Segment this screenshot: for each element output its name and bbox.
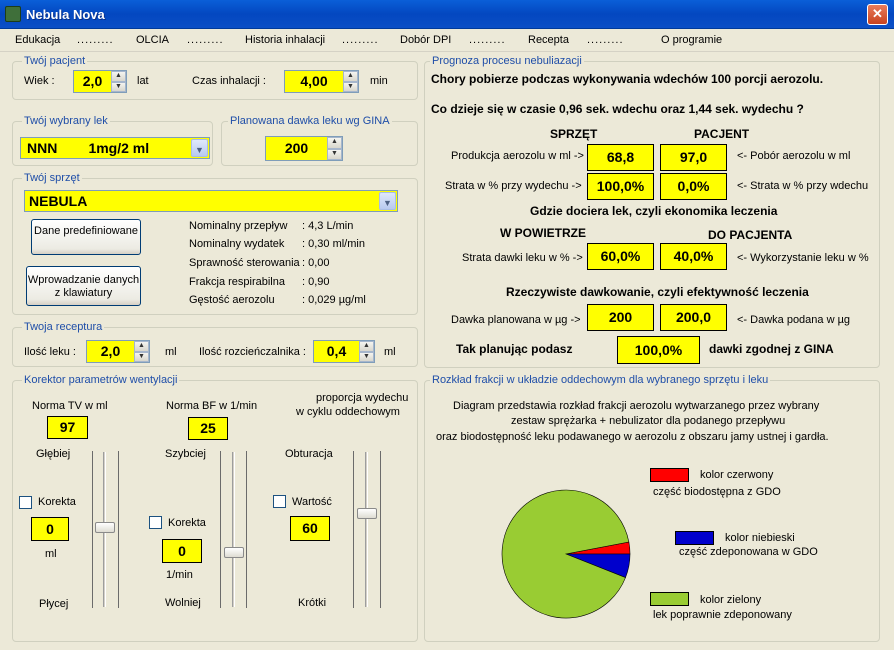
dose-loss-value: 60,0% [587,243,654,270]
tv-value: 97 [47,416,88,439]
distribution-pie-chart [496,476,636,636]
col-air-header: W POWIETRZE [500,226,586,240]
exp-value: 60 [290,516,330,541]
economics-title: Gdzie dociera lek, czyli ekonomika leczenia [530,204,778,218]
legend-blue-name: kolor niebieski [725,532,795,544]
col-to-patient-header: DO PACJENTA [708,228,793,242]
efficacy-title: Rzeczywiste dawkowanie, czyli efektywność leczenia [506,285,809,299]
summary-left-label: Tak planując podasz [456,342,573,356]
col-device-header: SPRZĘT [550,127,598,141]
window-title: Nebula Nova [26,7,105,22]
age-spinner[interactable] [73,70,127,93]
diluent-label: Ilość rozcieńczalnika : [199,346,306,358]
aerosol-intake-value: 97,0 [660,144,727,171]
menu-separator: ......... [342,34,379,46]
row4-left-label: Dawka planowana w µg -> [451,314,581,326]
diluent-spinner[interactable] [313,340,375,363]
tv-correction-label: Korekta [38,496,76,508]
tv-correction-value: 0 [31,517,69,541]
device-selected-value: NEBULA [29,193,88,209]
bf-tick-line [246,451,247,608]
col-patient-header: PACJENT [694,127,750,141]
drug-amount-unit: ml [165,346,177,358]
menu-item-o-programie[interactable]: O programie [661,34,723,46]
drug-selected-value: NNN 1mg/2 ml [27,140,150,156]
recipe-group-title: Twoja receptura [24,321,103,333]
menu-separator: ......... [587,34,624,46]
tv-correction-checkbox[interactable] [19,496,32,509]
forecast-headline: Chory pobierze podczas wykonywania wdechów 100 porcji aerozolu. [431,72,824,86]
legend-red-name: kolor czerwony [700,469,774,481]
spin-up-icon[interactable]: ▲ [111,71,126,82]
bf-top-label: Szybciej [165,448,206,460]
legend-swatch-blue [675,531,714,545]
time-unit: min [370,75,388,87]
bf-correction-label: Korekta [168,517,206,529]
title-bar [0,0,894,29]
legend-swatch-green [650,592,689,606]
tv-slider-thumb[interactable] [95,522,115,533]
ventilation-group-title: Korektor parametrów wentylacji [24,374,178,386]
patient-group-title: Twój pacjent [24,55,86,67]
tv-tick-line [118,451,119,608]
legend-red-desc: część biodostępna z GDO [653,486,781,498]
exp-tick-line [353,451,354,608]
exp-value-label: Wartość [292,496,332,508]
spin-down-icon[interactable]: ▼ [111,82,126,93]
param-label: Gęstość aerozolu [189,294,275,306]
menu-item-edukacja[interactable]: Edukacja [15,34,61,46]
menu-item-olcia[interactable]: OLCIA [136,34,170,46]
menu-item-dobor-dpi[interactable]: Dobór DPI [400,34,452,46]
drug-usage-value: 40,0% [660,243,727,270]
param-value: : 0,30 ml/min [302,238,365,250]
param-label: Nominalny wydatek [189,238,285,250]
bf-tick-line [220,451,221,608]
distribution-group-title: Rozkład frakcji w układzie oddechowym dla wybranego sprzętu i leku [432,374,769,386]
row2-left-label: Strata w % przy wydechu -> [445,180,582,192]
menu-item-historia[interactable]: Historia inhalacji [245,34,326,46]
exhale-loss-value: 100,0% [587,173,654,200]
spin-up-icon[interactable]: ▲ [343,71,358,82]
row1-left-label: Produkcja aerozolu w ml -> [451,150,584,162]
chevron-down-icon[interactable]: ▼ [191,139,208,157]
param-value: : 0,90 [302,276,330,288]
gina-dose-value[interactable]: 200 [284,140,309,156]
gina-group-title: Planowana dawka leku wg GINA [230,115,390,127]
row3-left-label: Strata dawki leku w % -> [462,252,583,264]
time-spinner[interactable] [284,70,359,93]
row3-right-label: <- Wykorzystanie leku w % [737,252,869,264]
tv-bottom-label: Płycej [39,598,69,610]
exp-value-checkbox[interactable] [273,495,286,508]
planned-dose-value: 200 [587,304,654,331]
tv-unit: ml [45,548,57,560]
keyboard-entry-button[interactable]: Wprowadzanie danych z klawiatury [26,266,141,306]
delivered-dose-value: 200,0 [660,304,727,331]
spin-up-icon[interactable]: ▲ [134,341,149,352]
diluent-value[interactable]: 0,4 [326,343,347,359]
row1-right-label: <- Pobór aerozolu w ml [737,150,851,162]
bf-bottom-label: Wolniej [165,597,201,609]
spin-down-icon[interactable]: ▼ [343,82,358,93]
tv-title: Norma TV w ml [32,400,108,412]
forecast-group-title: Prognoza procesu nebuliazacji [432,55,582,67]
exp-title-line1: proporcja wydechu [316,392,409,404]
param-value: : 4,3 L/min [302,220,354,232]
bf-slider-track[interactable] [232,452,235,607]
exp-bottom-label: Krótki [298,597,327,609]
menu-separator: ......... [469,34,506,46]
tv-top-label: Głębiej [36,448,71,460]
gina-dose-spinner[interactable] [265,136,343,161]
exp-slider-track[interactable] [365,452,368,607]
device-select[interactable] [24,190,398,212]
bf-correction-value: 0 [162,539,202,563]
row2-right-label: <- Strata w % przy wdechu [737,180,869,192]
aerosol-production-value: 68,8 [587,144,654,171]
legend-green-name: kolor zielony [700,594,762,606]
drug-group-title: Twój wybrany lek [24,115,108,127]
drug-amount-label: Ilość leku : [24,346,76,358]
time-value[interactable]: 4,00 [300,73,328,89]
close-button[interactable]: ✕ [867,4,888,25]
spin-up-icon[interactable]: ▲ [327,137,342,149]
legend-swatch-red [650,468,689,482]
param-label: Frakcja respirabilna [189,276,285,288]
age-unit: lat [137,75,149,87]
summary-value: 100,0% [617,336,700,364]
tv-tick-line [92,451,93,608]
menu-separator: ......... [187,34,224,46]
device-group-title: Twój sprzęt [24,172,80,184]
menu-item-recepta[interactable]: Recepta [528,34,569,46]
chevron-down-icon[interactable]: ▼ [379,192,396,210]
spin-down-icon[interactable]: ▼ [134,352,149,363]
exp-top-label: Obturacja [285,448,333,460]
forecast-question: Co dzieje się w czasie 0,96 sek. wdechu oraz 1,44 sek. wydechu ? [431,102,804,116]
drug-amount-spinner[interactable] [86,340,150,363]
app-icon [5,6,21,22]
drug-amount-value[interactable]: 2,0 [100,343,121,359]
diluent-unit: ml [384,346,396,358]
time-label: Czas inhalacji : [192,75,266,87]
exp-title-line2: w cyklu oddechowym [296,406,400,418]
legend-green-desc: lek poprawnie zdeponowany [653,609,792,621]
spin-down-icon[interactable]: ▼ [327,149,342,161]
bf-title: Norma BF w 1/min [166,400,258,412]
spin-up-icon[interactable]: ▲ [359,341,374,352]
row4-right-label: <- Dawka podana w µg [737,314,851,326]
distribution-desc-line2: zestaw sprężarka + nebulizator dla podanego przepływu [511,415,786,427]
exp-tick-line [380,451,381,608]
spin-down-icon[interactable]: ▼ [359,352,374,363]
distribution-desc-line1: Diagram przedstawia rozkład frakcji aerozolu wytwarzanego przez wybrany [453,400,820,412]
bf-unit: 1/min [166,569,193,581]
bf-slider-thumb[interactable] [224,547,244,558]
age-label: Wiek : [24,75,55,87]
legend-blue-desc: część zdeponowana w GDO [679,546,818,558]
summary-right-label: dawki zgodnej z GINA [709,342,834,356]
param-label: Sprawność sterowania [189,257,300,269]
drug-select[interactable] [20,137,210,159]
distribution-desc-line3: oraz biodostępność leku podawanego w aerozolu z obszaru jamy ustnej i gardła. [436,431,829,443]
param-label: Nominalny przepływ [189,220,288,232]
param-value: : 0,00 [302,257,330,269]
inhale-loss-value: 0,0% [660,173,727,200]
predefined-data-button[interactable]: Dane predefiniowane [31,219,141,255]
menu-separator: ......... [77,34,114,46]
bf-value: 25 [188,417,228,440]
param-value: : 0,029 µg/ml [302,294,366,306]
bf-correction-checkbox[interactable] [149,516,162,529]
exp-slider-thumb[interactable] [357,508,377,519]
age-value[interactable]: 2,0 [82,73,103,89]
